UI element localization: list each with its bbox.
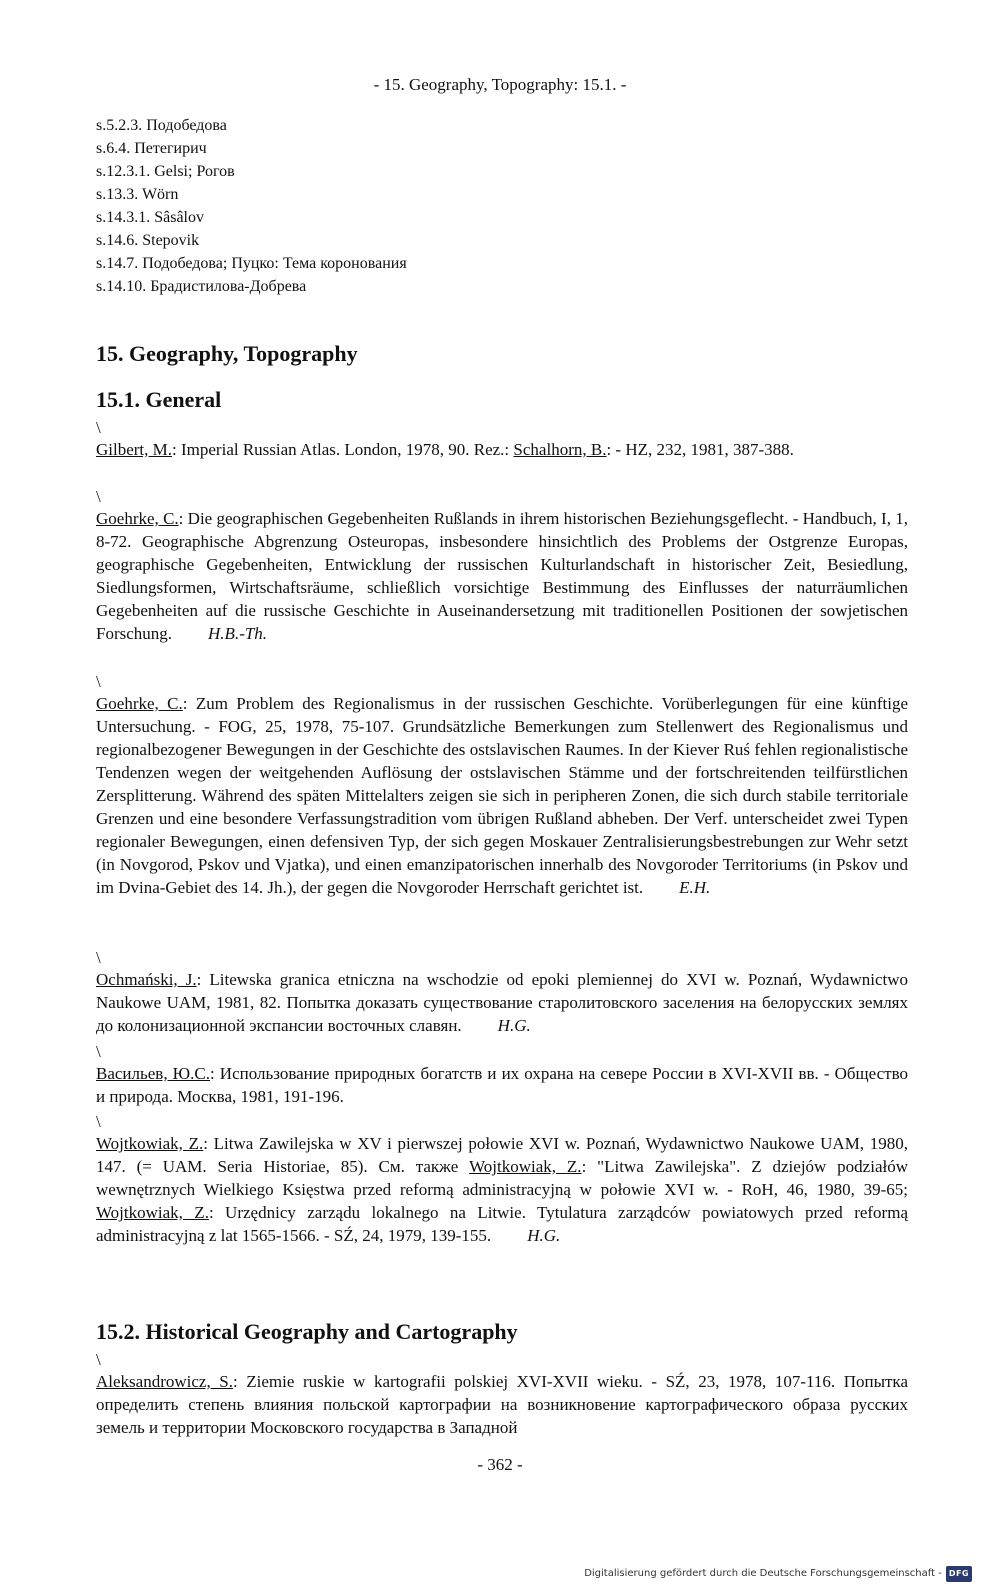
- entry-separator: \: [96, 1112, 101, 1131]
- cross-reference: s.13.3. Wörn: [96, 186, 179, 203]
- cross-reference: s.14.7. Подобедова; Пуцко: Тема коронования: [96, 255, 407, 272]
- bibliography-entry: [96, 1042, 908, 1108]
- cross-reference: s.5.2.3. Подобедова: [96, 117, 227, 134]
- cross-reference-list: [96, 114, 407, 298]
- reviewer-name: Schalhorn, B.: [513, 440, 607, 459]
- entry-text: [96, 438, 908, 461]
- entry-text: [96, 1062, 908, 1108]
- reviewer-signature: E.H.: [679, 878, 711, 897]
- entry-text: [96, 692, 908, 899]
- entry-tail: : - HZ, 232, 1981, 387-388.: [606, 440, 794, 459]
- cross-referenced-author: Wojtkowiak, Z.: [96, 1203, 209, 1222]
- reviewer-signature: H.G.: [497, 1016, 531, 1035]
- entry-body: : Die geographischen Gegebenheiten Rußlands in ihrem historischen Beziehungsgeflecht. - Handbuch, I, 1, 8-72. Geographische Abgrenzung Osteuropas, insbesondere hinsichtlich des Problems der Ostgrenze Europas, geographische Gegebenheiten, Entwicklung der russischen Kulturlandschaft in historischer Zeit, Besiedlung, Siedlungsformen, Wirtschaftsräume, schließlich vorsichtige Bestimmung des Einflusses der naturräumlichen Gegebenheiten auf die russische Geschichte in Auseinandersetzung mit traditionellen Positionen der sowjetischen Forschung.: [96, 509, 908, 643]
- entry-body: : Imperial Russian Atlas. London, 1978, 90. Rez.:: [172, 440, 514, 459]
- bibliography-entry: [96, 1350, 908, 1439]
- bibliography-entry: [96, 948, 908, 1037]
- entry-body: : Использование природных богатств и их охрана на севере России в XVI-XVII вв. - Общество и природа. Москва, 1981, 191-196.: [96, 1064, 908, 1106]
- entry-separator: \: [96, 487, 101, 506]
- entry-body: : Ziemie ruskie w kartografii polskiej XVI-XVII wieku. - SŹ, 23, 1978, 107-116. Попытка определить степень влияния польской картографии на возникновение картографического образа русских земель и территории Московского государства в Западной: [96, 1372, 908, 1437]
- section-heading-15-1: 15.1. General: [96, 387, 222, 412]
- entry-text: [96, 1370, 908, 1439]
- cross-reference: s.14.6. Stepovik: [96, 232, 200, 249]
- cross-reference: s.14.10. Брадистилова-Добрева: [96, 278, 307, 295]
- entry-body: : Zum Problem des Regionalismus in der russischen Geschichte. Vorüberlegungen für eine künftige Untersuchung. - FOG, 25, 1978, 75-107. Grundsätzliche Bemerkungen zum Stellenwert des Regionalismus und regionalbezogener Bewegungen in der Geschichte des ostslavischen Raumes. In der Kiever Ruś fehlen regionalistische Tendenzen wegen der weitgehenden Auflösung der ostslavischen Stämme und der fortschreitenden teilfürstlichen Zersplitterung. Während des späten Mittelalters zeigen sie sich in peripheren Zonen, die sich durch stabile territoriale Grenzen und eine besondere Verfassungstradition vom übrigen Rußland abheben. Der Verf. unterscheidet zwei Typen regionaler Bewegungen, einen defensiven Typ, der sich gegen Moskauer Zentralisierungsbestrebungen zur Wehr setzt (in Novgorod, Pskov und Vjatka), und einen emanzipatorischen innerhalb des Novgoroder Territoriums (in Pskov und im Dvina-Gebiet des 14. Jh.), der gegen die Novgoroder Herrschaft gerichtet ist.: [96, 694, 908, 897]
- author-name: Goehrke, C.: [96, 509, 179, 528]
- author-name: Goehrke, C.: [96, 694, 183, 713]
- entry-body-continued: : "Litwa Zawilejska". Z dziejów podziałów wewnętrznych Wielkiego Księstwa przed reformą administracyjną w połowie XVI w. - RoH, 46, 1980, 39-65;: [96, 1157, 908, 1199]
- entry-text: [96, 1132, 908, 1247]
- entry-tail: : Urzędnicy zarządu lokalnego na Litwie. Tytulatura zarządców powiatowych przed reformą administracyjną z lat 1565-1566. - SŹ, 24, 1979, 139-155.: [96, 1203, 908, 1245]
- entry-body: : Litwa Zawilejska w XV i pierwszej połowie XVI w. Poznań, Wydawnictwo Naukowe UAM, 1980, 147. (= UAM. Seria Historiae, 85). См. также: [96, 1134, 908, 1176]
- page-number: - 362 -: [477, 1455, 523, 1474]
- cross-reference: s.12.3.1. Gelsi; Рогов: [96, 163, 235, 180]
- cross-reference: s.14.3.1. Sâsâlov: [96, 209, 204, 226]
- entry-separator: \: [96, 672, 101, 691]
- running-head: - 15. Geography, Topography: 15.1. -: [373, 75, 627, 94]
- author-name: Gilbert, M.: [96, 440, 173, 459]
- entry-text: [96, 507, 908, 645]
- bibliography-entry: [96, 418, 908, 461]
- bibliography-entry: [96, 672, 908, 899]
- reviewer-signature: H.B.-Th.: [208, 624, 268, 643]
- section-heading-15: 15. Geography, Topography: [96, 341, 358, 366]
- entry-text: [96, 968, 908, 1037]
- entry-separator: \: [96, 948, 101, 967]
- entry-separator: \: [96, 1042, 101, 1061]
- entry-body: : Litewska granica etniczna na wschodzie od epoki plemiennej do XVI w. Poznań, Wydawnictwo Naukowe UAM, 1981, 82. Попытка доказать существование старолитовского заселения на белорусских землях до колонизационной экспансии восточных славян.: [96, 970, 909, 1035]
- entry-separator: \: [96, 418, 101, 437]
- digitization-credit: [584, 1566, 972, 1582]
- cross-referenced-author: Wojtkowiak, Z.: [469, 1157, 582, 1176]
- bibliography-entry: [96, 1112, 908, 1247]
- author-name: Васильев, Ю.С.: [96, 1064, 210, 1083]
- author-name: Ochmański, J.: [96, 970, 197, 989]
- reviewer-signature: H.G.: [527, 1226, 561, 1245]
- credit-text: Digitalisierung gefördert durch die Deutsche Forschungsgemeinschaft -: [584, 1568, 942, 1579]
- cross-reference: s.6.4. Петегирич: [96, 140, 207, 157]
- dfg-logo: DFG: [946, 1566, 972, 1582]
- bibliography-entry: [96, 487, 908, 645]
- author-name: Aleksandrowicz, S.: [96, 1372, 233, 1391]
- section-heading-15-2: 15.2. Historical Geography and Cartography: [96, 1319, 518, 1344]
- author-name: Wojtkowiak, Z.: [96, 1134, 204, 1153]
- entry-separator: \: [96, 1350, 101, 1369]
